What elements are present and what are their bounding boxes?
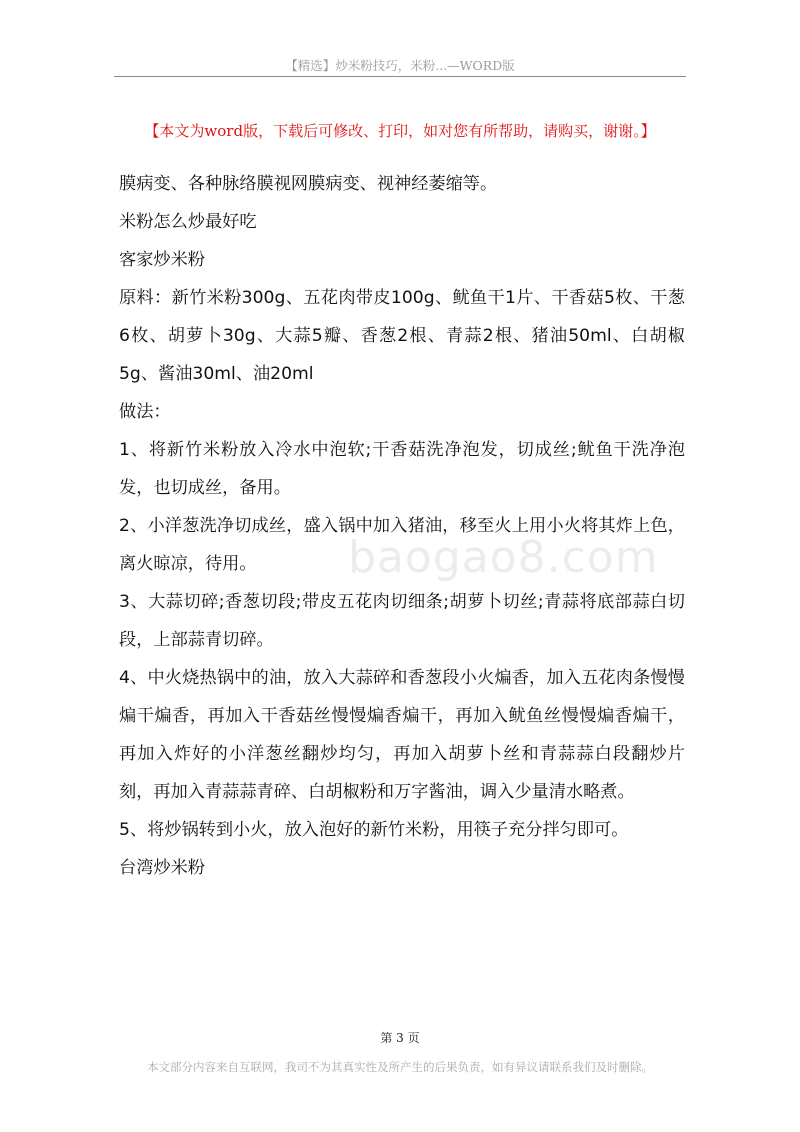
step-3: 3、大蒜切碎;香葱切段;带皮五花肉切细条;胡萝卜切丝;青蒜将底部蒜白切段，上部蒜青切碎。 bbox=[119, 592, 685, 650]
method-heading: 做法： bbox=[119, 402, 171, 422]
paragraph-intro-continuation: 膜病变、各种脉络膜视网膜病变、视神经萎缩等。 bbox=[119, 174, 498, 194]
step-1: 1、将新竹米粉放入冷水中泡软;干香菇洗净泡发，切成丝;鱿鱼干洗净泡发，也切成丝，备用。 bbox=[119, 440, 685, 498]
word-version-notice: 【本文为word版，下载后可修改、打印，如对您有所帮助，请购买，谢谢。】 bbox=[144, 122, 656, 140]
document-body bbox=[119, 165, 685, 887]
page-number: 第 3 页 bbox=[380, 1031, 420, 1045]
watermark-text: baogao8.com bbox=[348, 532, 659, 583]
footer-disclaimer: 本文部分内容来自互联网，我司不为其真实性及所产生的后果负责，如有异议请联系我们及时删除。 bbox=[147, 1060, 653, 1074]
step-5: 5、将炒锅转到小火，放入泡好的新竹米粉，用筷子充分拌匀即可。 bbox=[119, 820, 629, 840]
step-4: 4、中火烧热锅中的油，放入大蒜碎和香葱段小火煸香，加入五花肉条慢慢煸干煸香，再加入干香菇丝慢慢煸香煸干，再加入鱿鱼丝慢慢煸香煸干，再加入炸好的小洋葱丝翻炒均匀，再加入胡萝卜丝和青蒜蒜白段翻炒片刻，再加入青蒜蒜青碎、白胡椒粉和万字酱油，调入少量清水略煮。 bbox=[119, 668, 685, 802]
recipe-title-taiwan: 台湾炒米粉 bbox=[119, 858, 205, 878]
section-heading-how-to-stir-fry: 米粉怎么炒最好吃 bbox=[119, 212, 257, 232]
step-2: 2、小洋葱洗净切成丝，盛入锅中加入猪油，移至火上用小火将其炸上色，离火晾凉，待用。 bbox=[119, 516, 685, 574]
ingredients-paragraph: 原料：新竹米粉300g、五花肉带皮100g、鱿鱼干1片、干香菇5枚、干葱6枚、胡萝卜30g、大蒜5瓣、香葱2根、青蒜2根、猪油50ml、白胡椒5g、酱油30ml、油20ml bbox=[119, 288, 685, 384]
recipe-title-hakka: 客家炒米粉 bbox=[119, 250, 205, 270]
page-header-title: 【精选】炒米粉技巧，米粉...—WORD版 bbox=[285, 58, 515, 73]
header-divider bbox=[114, 76, 686, 77]
